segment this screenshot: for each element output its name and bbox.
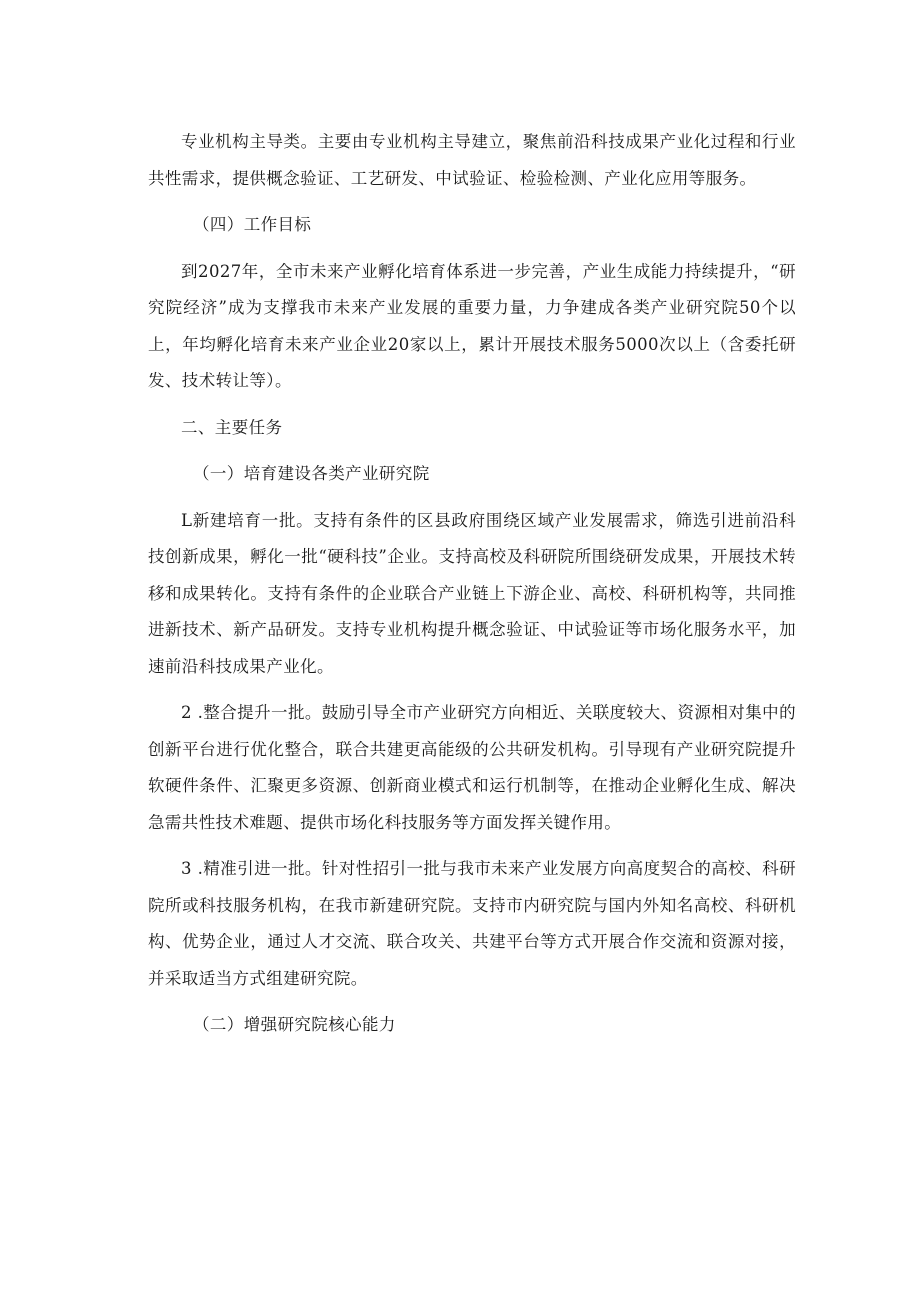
section-heading-main-tasks: 二、主要任务 xyxy=(181,417,283,437)
paragraph-professional-institutions: 专业机构主导类。主要由专业机构主导建立，聚焦前沿科技成果产业化过程和行业共性需求，提供概念验证、工艺研发、中试验证、检验检测、产业化应用等服务。 xyxy=(148,132,796,188)
section-heading-cultivate-institutes: （一）培育建设各类产业研究院 xyxy=(193,464,430,483)
section-heading-core-capabilities: （二）增强研究院核心能力 xyxy=(193,1015,396,1034)
paragraph-work-goals: 到2027年，全市未来产业孵化培育体系进一步完善，产业生成能力持续提升，“研究院经济”成为支撑我市未来产业发展的重要力量，力争建成各类产业研究院50个以上，年均孵化培育未来产业企业20家以上，累计开展技术服务5000次以上（含委托研发、技术转让等）。 xyxy=(148,261,796,390)
paragraph-integrate-upgrade-batch: 2 .整合提升一批。鼓励引导全市产业研究方向相近、关联度较大、资源相对集中的创新平台进行优化整合，联合共建更高能级的公共研发机构。引导现有产业研究院提升软硬件条件、汇聚更多资源、创新商业模式和运行机制等，在推动企业孵化生成、解决急需共性技术难题、提供市场化科技服务等方面发挥关键作用。 xyxy=(148,703,796,832)
paragraph-precise-introduction-batch: 3 .精准引进一批。针对性招引一批与我市未来产业发展方向高度契合的高校、科研院所或科技服务机构，在我市新建研究院。支持市内研究院与国内外知名高校、科研机构、优势企业，通过人才交流、联合攻关、共建平台等方式开展合作交流和资源对接，并采取适当方式组建研究院。 xyxy=(148,859,796,988)
section-heading-work-goals: （四）工作目标 xyxy=(193,215,312,234)
paragraph-new-build-batch: L新建培育一批。支持有条件的区县政府围绕区域产业发展需求，筛选引进前沿科技创新成果，孵化一批“硬科技”企业。支持高校及科研院所围绕研发成果，开展技术转移和成果转化。支持有条件的企业联合产业链上下游企业、高校、科研机构等，共同推进新技术、新产品研发。支持专业机构提升概念验证、中试验证等市场化服务水平，加速前沿科技成果产业化。 xyxy=(148,510,796,676)
document-body xyxy=(148,124,796,1054)
